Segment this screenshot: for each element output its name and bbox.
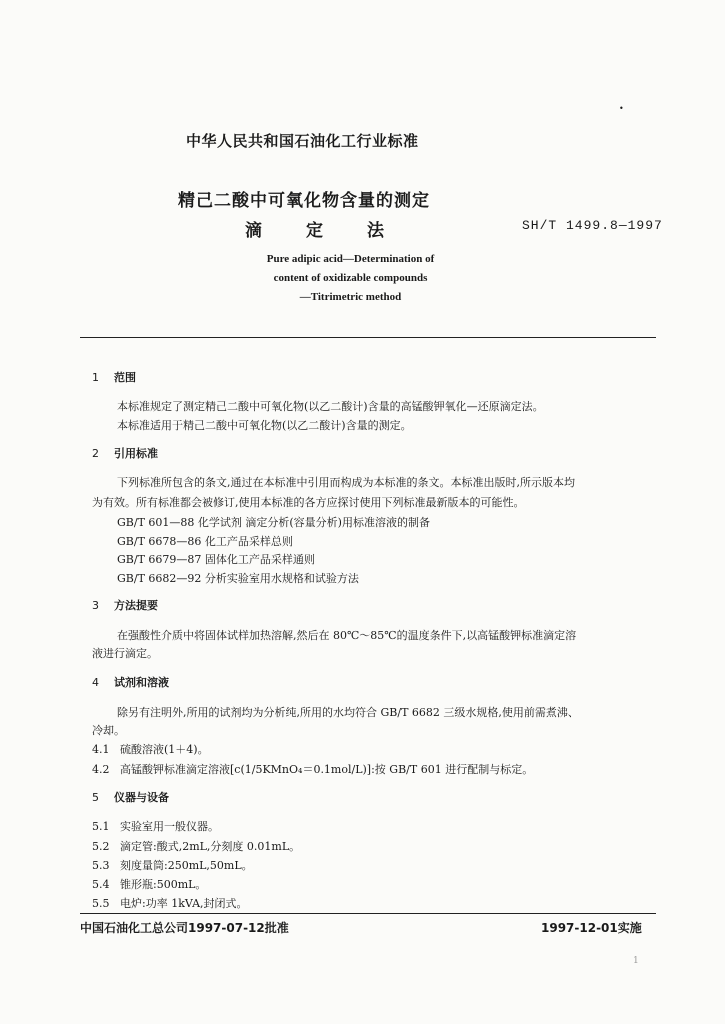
section-4-para-line1: 除另有注明外,所用的试剂均为分析纯,所用的水均符合 GB/T 6682 三级水规格,使用前需煮沸、 (117, 706, 579, 719)
section-4-heading: 4 试剂和溶液 (92, 676, 169, 689)
list-item-4-1: 4.1 硫酸溶液(1＋4)。 (92, 743, 209, 756)
title-zh-line2 (245, 216, 428, 241)
section-1-para-2: 本标准适用于精己二酸中可氧化物(以乙二酸计)含量的测定。 (117, 419, 412, 432)
standard-header: 中华人民共和国石油化工行业标准 (186, 132, 419, 150)
section-3-para-line2: 液进行滴定。 (92, 647, 158, 660)
section-4-para-line2: 冷却。 (92, 724, 125, 737)
reference-item: GB/T 601—88 化学试剂 滴定分析(容量分析)用标准溶液的制备 (117, 516, 430, 529)
reference-item: GB/T 6682—92 分析实验室用水规格和试验方法 (117, 572, 359, 585)
title-en-line2: content of oxidizable compounds (273, 272, 428, 284)
section-2-para-line1: 下列标准所包含的条文,通过在本标准中引用而构成为本标准的条文。本标准出版时,所示版本均 (117, 476, 575, 489)
reference-item: GB/T 6679—87 固体化工产品采样通则 (117, 553, 315, 566)
title-en-line1: Pure adipic acid—Determination of (266, 253, 435, 265)
header-divider (80, 337, 656, 338)
standard-code: SH/T 1499.8—1997 (522, 218, 663, 233)
section-3-heading: 3 方法提要 (92, 599, 158, 612)
title-char-1: 滴 (245, 221, 262, 241)
footer-divider (80, 913, 656, 914)
list-item-5-4: 5.4 锥形瓶:500mL。 (92, 878, 207, 891)
list-item-5-2: 5.2 滴定管:酸式,2mL,分刻度 0.01mL。 (92, 840, 301, 853)
list-item-5-1: 5.1 实验室用一般仪器。 (92, 820, 219, 833)
section-3-para-line1: 在强酸性介质中将固体试样加热溶解,然后在 80℃～85℃的温度条件下,以高锰酸钾标准滴定溶 (117, 629, 577, 642)
approval-note: 中国石油化工总公司1997-07-12批准 (80, 921, 289, 935)
list-item-5-5: 5.5 电炉:功率 1kVA,封闭式。 (92, 897, 248, 910)
list-item-4-2: 4.2 高锰酸钾标准滴定溶液[c(1/5KMnO₄＝0.1mol/L)]:按 GB/T 601 进行配制与标定。 (92, 763, 534, 776)
section-2-heading: 2 引用标准 (92, 447, 158, 460)
scan-speck: • (619, 104, 624, 113)
title-char-3: 法 (367, 221, 384, 241)
page-number: 1 (633, 956, 639, 966)
title-zh-line1: 精己二酸中可氧化物含量的测定 (178, 191, 430, 211)
list-item-5-3: 5.3 刻度量筒:250mL,50mL。 (92, 859, 253, 872)
title-char-2: 定 (306, 221, 323, 241)
title-en-line3: —Titrimetric method (299, 291, 402, 303)
effective-date: 1997-12-01实施 (541, 921, 642, 935)
section-2-para-line2: 为有效。所有标准都会被修订,使用本标准的各方应探讨使用下列标准最新版本的可能性。 (92, 496, 525, 509)
section-1-para-1: 本标准规定了测定精己二酸中可氧化物(以乙二酸计)含量的高锰酸钾氧化—还原滴定法。 (117, 400, 544, 413)
reference-item: GB/T 6678—86 化工产品采样总则 (117, 535, 293, 548)
section-5-heading: 5 仪器与设备 (92, 791, 169, 804)
section-1-heading: 1 范围 (92, 371, 136, 384)
